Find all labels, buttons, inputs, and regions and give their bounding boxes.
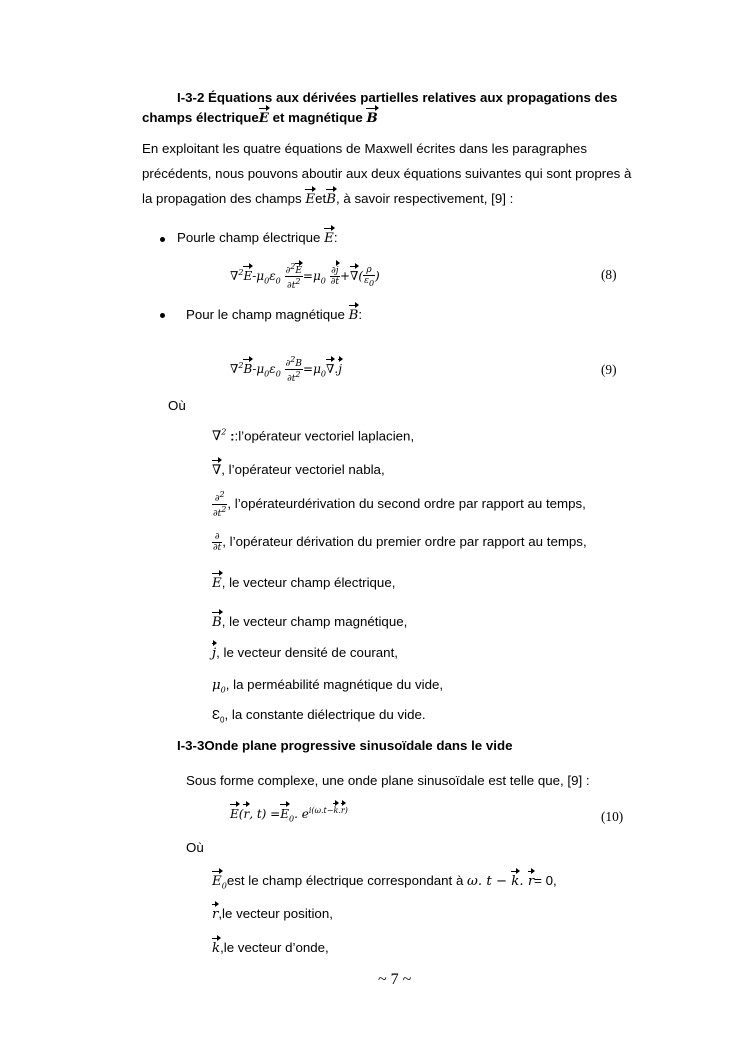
page-number: ~ 7 ~ (378, 971, 412, 988)
definition-item: $\mu_0$, la perméabilité magnétique du vide, (212, 677, 444, 695)
paragraph-line: En exploitant les quatre équations de Maxwell écrites dans les paragraphes (142, 141, 587, 156)
bullet-dot (160, 237, 165, 242)
equation-number-9: (9) (601, 362, 617, 377)
section-title-322-line2: champs électriqueE et magnétique B (142, 110, 378, 126)
definition-item: E, le vecteur champ électrique, (212, 575, 396, 591)
definition-item: k,le vecteur d’onde, (212, 940, 329, 956)
definition-item: ∇$^2$ ::l’opérateur vectoriel laplacien, (212, 428, 415, 445)
bullet-magnetic: Pour le champ magnétique B: (186, 307, 363, 323)
paragraph-line: précédents, nous pouvons aboutir aux deux équations suivantes qui sont propres à (142, 166, 632, 181)
definition-item: $\frac{\partial^2}{\partial t^2}$ , l’opérateurdérivation du second ordre par rapport au temps, (213, 490, 586, 519)
where-label: Où (168, 398, 186, 413)
section-title-333: I-3-3Onde plane progressive sinusoïdale dans le vide (177, 738, 513, 753)
definition-item: $\frac{\partial}{\partial t}$ , l’opérateur dérivation du premier ordre par rapport au temps, (213, 532, 587, 553)
definition-item: B, le vecteur champ magnétique, (212, 614, 408, 630)
section-title-322: I-3-2 Équations aux dérivées partielles relatives aux propagations des (177, 90, 618, 105)
definition-item: r,le vecteur position, (212, 906, 333, 922)
equation-8: $\nabla^2E-\mu_0\varepsilon_0$ $\frac{\partial^2E}{\partial t^2}$ $=\mu_0$ $\frac{\partial j}{\partial t}$ +∇( $\frac{\rho}{\varepsilon_0}$ ) (230, 262, 380, 291)
where-label: Où (186, 840, 204, 855)
definition-item: $Ɛ_0$, la constante diélectrique du vide. (212, 707, 426, 725)
section-intro: Sous forme complexe, une onde plane sinusoïdale est telle que, [9] : (186, 773, 590, 788)
equation-number-10: (10) (601, 809, 624, 824)
paragraph-line: la propagation des champs EetB, à savoir respectivement, [9] : (142, 191, 514, 207)
definition-item: j, le vecteur densité de courant, (212, 645, 398, 661)
equation-number-8: (8) (601, 267, 617, 282)
bullet-electric: Pourle champ électrique E: (177, 230, 338, 246)
equation-9: $\nabla^2B-\mu_0\varepsilon_0$ $\frac{\partial^2B}{\partial t^2}$ $=\mu_0\nabla.j$ (230, 355, 342, 384)
definition-item: ∇, l’opérateur vectoriel nabla, (212, 462, 385, 478)
bullet-dot (160, 313, 165, 318)
definition-item: $E_0est$ le champ électrique correspondant à ω. t − k. r= 0, (212, 873, 557, 891)
equation-10: E(r, $t) =E_0$. $e^{i(\omega.t-k.r)}$ (230, 806, 348, 824)
